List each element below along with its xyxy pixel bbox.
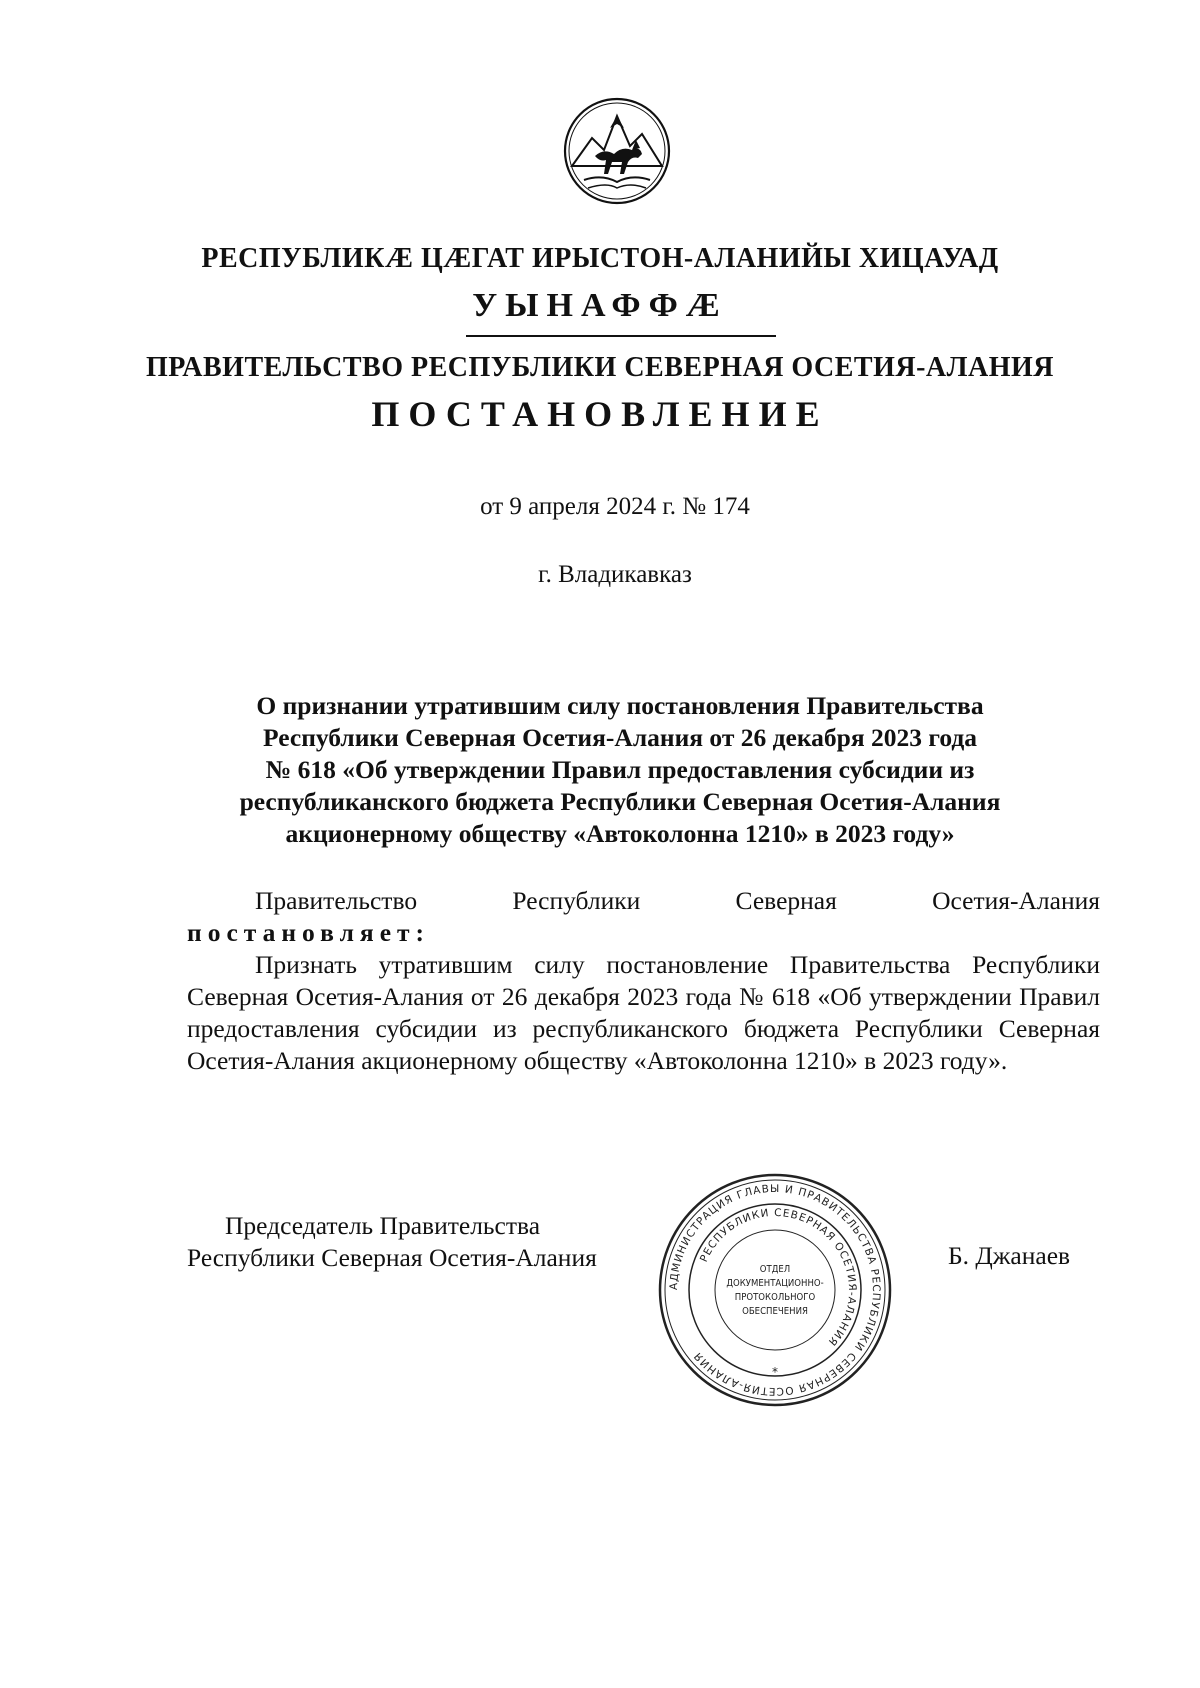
header-government-russian: ПРАВИТЕЛЬСТВО РЕСПУБЛИКИ СЕВЕРНАЯ ОСЕТИЯ-АЛАНИЯ <box>145 352 1055 383</box>
header-title-ossetian: УЫНАФФӔ <box>472 287 728 324</box>
header-title-russian: ПОСТАНОВЛЕНИЕ <box>371 394 829 434</box>
coat-of-arms-emblem <box>562 96 672 206</box>
subject-line: № 618 «Об утверждении Правил предоставления субсидии из <box>265 755 975 784</box>
stamp-inner-text: РЕСПУБЛИКИ СЕВЕРНАЯ ОСЕТИЯ-АЛАНИЯ <box>697 1206 859 1349</box>
stamp-outer-text: АДМИНИСТРАЦИЯ ГЛАВЫ И ПРАВИТЕЛЬСТВА РЕСПУБЛИКИ СЕВЕРНАЯ ОСЕТИЯ-АЛАНИЯ <box>667 1182 883 1398</box>
stamp-star: * <box>772 1365 778 1379</box>
document-date-number: от 9 апреля 2024 г. № 174 <box>480 493 750 520</box>
header-divider <box>466 335 776 337</box>
signature-block <box>187 1210 597 1274</box>
body-paragraph: Признать утратившим силу постановление Правительства Республики Северная Осетия-Алания от 26 декабря 2023 года № 618 «Об утверждении Правил предоставления субсидии из республиканского бюджета Республики Северная Осетия-Алания акционерному обществу «Автоколонна 1210» в 2023 году». <box>187 950 1100 1075</box>
signer-name: Б. Джанаев <box>948 1241 1071 1270</box>
official-stamp <box>655 1170 895 1410</box>
document-subject <box>195 690 1045 850</box>
subject-line: акционерному обществу «Автоколонна 1210» в 2023 году» <box>285 819 955 848</box>
document-body <box>187 885 1100 1077</box>
subject-line: О признании утратившим силу постановления Правительства <box>256 691 984 720</box>
stamp-center-line: ПРОТОКОЛЬНОГО <box>734 1292 816 1303</box>
header-government-ossetian: РЕСПУБЛИКӔ ЦӔГАТ ИРЫСТОН-АЛАНИЙЫ ХИЦАУАД <box>201 243 999 274</box>
opening-word: Республики <box>512 886 641 915</box>
stamp-center-line: ДОКУМЕНТАЦИОННО- <box>726 1278 824 1289</box>
signer-position-line1: Председатель Правительства <box>225 1211 541 1240</box>
subject-line: республиканского бюджета Республики Северная Осетия-Алания <box>239 787 1001 816</box>
opening-word: Северная <box>735 886 837 915</box>
opening-word: Правительство <box>255 886 418 915</box>
decree-word: постановляет: <box>187 918 431 947</box>
stamp-center-line: ОТДЕЛ <box>759 1264 791 1275</box>
opening-word: Осетия-Алания <box>932 886 1100 915</box>
document-city: г. Владикавказ <box>538 561 692 588</box>
opening-line <box>187 885 1100 917</box>
signer-position-line2: Республики Северная Осетия-Алания <box>187 1243 597 1272</box>
stamp-center-line: ОБЕСПЕЧЕНИЯ <box>742 1306 808 1317</box>
subject-line: Республики Северная Осетия-Алания от 26 декабря 2023 года <box>263 723 977 752</box>
